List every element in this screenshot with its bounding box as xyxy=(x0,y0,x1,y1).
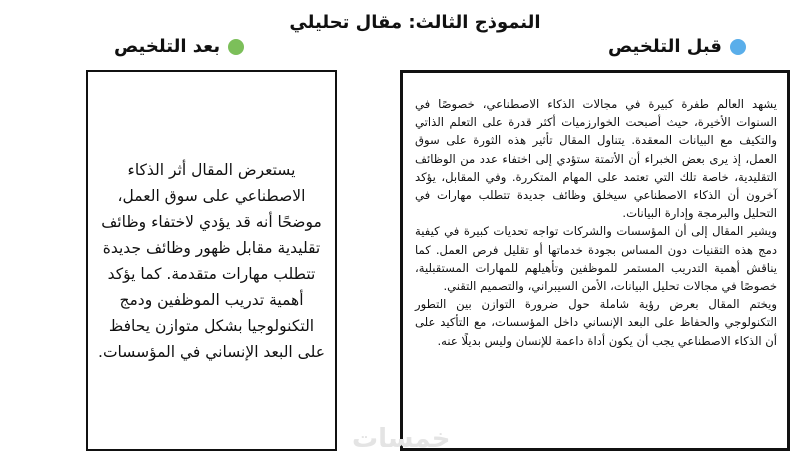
green-dot-icon xyxy=(228,39,244,55)
after-summary-heading xyxy=(114,36,244,57)
original-article-box xyxy=(400,70,790,451)
article-paragraph-1: يشهد العالم طفرة كبيرة في مجالات الذكاء الاصطناعي، خصوصًا في السنوات الأخيرة، حيث أصبحت الخوارزميات أكثر قدرة على التعلم الذاتي والتكيف مع البيانات المعقدة. يتناول المقال تأثير هذه الثورة على سوق العمل، إذ يرى بعض الخبراء أن الأتمتة ستؤدي إلى اختفاء عدد من الوظائف التقليدية، خاصة تلك التي تعتمد على المهام المتكررة. وفي المقابل، يؤكد آخرون أن الذكاء الاصطناعي سيخلق وظائف جديدة تتطلب مهارات في التحليل والبرمجة وإدارة البيانات. xyxy=(415,97,777,221)
article-paragraph-2: ويشير المقال إلى أن المؤسسات والشركات تواجه تحديات كبيرة في كيفية دمج هذه التقنيات دون المساس بجودة خدماتها أو تقليل فرص العمل. كما يناقش أهمية التدريب المستمر للموظفين وتأهيلهم للمهارات المستقبلية، خصوصًا في مجالات تحليل البيانات، الأمن السيبراني، والتصميم التقني. xyxy=(415,224,777,294)
article-paragraph-3: ويختم المقال بعرض رؤية شاملة حول ضرورة التوازن بين التطور التكنولوجي والحفاظ على البعد الإنساني داخل المؤسسات، مع التأكيد على أن الذكاء الاصطناعي يجب أن يكون أداة داعمة للإنسان وليس بديلًا عنه. xyxy=(415,297,777,348)
blue-dot-icon xyxy=(730,39,746,55)
before-summary-heading xyxy=(608,36,746,57)
page-title: النموذج الثالث: مقال تحليلي xyxy=(289,12,541,33)
summary-text: يستعرض المقال أثر الذكاء الاصطناعي على سوق العمل، موضحًا أنه قد يؤدي لاختفاء وظائف تقليدية مقابل ظهور وظائف جديدة تتطلب مهارات متقدمة. كما يؤكد أهمية تدريب الموظفين ودمج التكنولوجيا بشكل متوازن يحافظ على البعد الإنساني في المؤسسات. xyxy=(98,160,325,361)
summary-box xyxy=(86,70,337,451)
after-summary-label: بعد التلخيص xyxy=(114,36,221,57)
watermark-logo: خمسات xyxy=(352,424,451,454)
before-summary-label: قبل التلخيص xyxy=(608,36,722,57)
